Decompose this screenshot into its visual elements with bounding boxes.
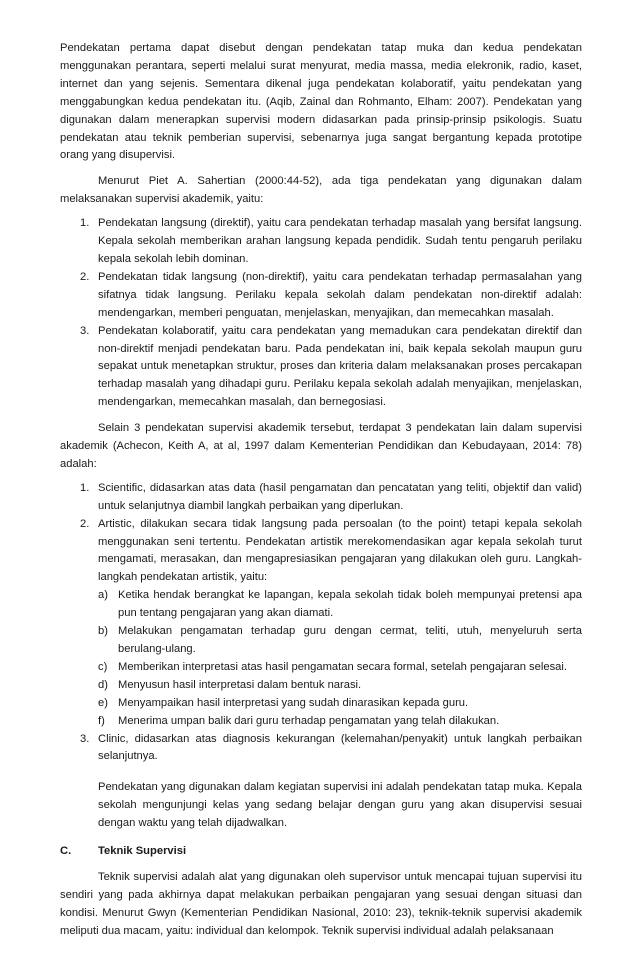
sub-list-item bbox=[98, 659, 582, 677]
intro-paragraph: Pendekatan pertama dapat disebut dengan pendekatan tatap muka dan kedua pendekatan menggunakan perantara, seperti melalui surat menyurat, media massa, media elekronik, radio, kaset, internet dan yang sejenis. Sementara dikenal juga pendekatan kolaboratif, yaitu pendekatan yang menggabungkan kedua pendekatan itu. (Aqib, Zainal dan Rohmanto, Elham: 2007). Pendekatan yang digunakan dalam menerapkan supervisi modern didasarkan pada prinsip-prinsip psikologis. Suatu pendekatan atau teknik pemberian supervisi, sebenarnya juga sangat bergantung kepada prototipe orang yang disupervisi. bbox=[60, 42, 582, 162]
other-approaches-list bbox=[60, 480, 582, 767]
artistic-steps-list bbox=[98, 587, 582, 730]
sub-list-item bbox=[98, 713, 582, 731]
section-letter: C. bbox=[60, 845, 72, 858]
sub-list-item bbox=[98, 623, 582, 659]
list-marker: 3. bbox=[80, 732, 90, 745]
list-item-text: Pendekatan langsung (direktif), yaitu cara pendekatan terhadap masalah yang bersifat langsung. Kepala sekolah memberikan arahan langsung kepada pendidik. Sudah tentu pengaruh perilaku kepala sekolah lebih dominan. bbox=[98, 217, 582, 265]
sub-list-marker: b) bbox=[98, 625, 108, 638]
sahertian-paragraph: Menurut Piet A. Sahertian (2000:44-52), ada tiga pendekatan yang digunakan dalam melaksanakan supervisi akademik, yaitu: bbox=[60, 175, 582, 206]
list-item bbox=[60, 731, 582, 767]
sub-list-item bbox=[98, 695, 582, 713]
sub-list-marker: d) bbox=[98, 678, 108, 691]
sub-list-marker: c) bbox=[98, 660, 108, 673]
list-marker: 2. bbox=[80, 270, 90, 283]
section-title: Teknik Supervisi bbox=[98, 845, 187, 858]
sub-list-item-text: Melakukan pengamatan terhadap guru dengan cermat, teliti, utuh, menyeluruh serta berulang-ulang. bbox=[118, 625, 582, 655]
approaches-list bbox=[60, 215, 582, 412]
list-marker: 2. bbox=[80, 517, 90, 530]
sub-list-marker: f) bbox=[98, 714, 105, 727]
sub-list-item bbox=[98, 677, 582, 695]
sub-list-item-text: Menyampaikan hasil interpretasi yang sudah dinarasikan kepada guru. bbox=[118, 696, 469, 709]
list-item-text: Pendekatan tidak langsung (non-direktif), yaitu cara pendekatan terhadap permasalahan yang sifatnya tidak langsung. Perilaku kepala sekolah dalam pendekatan non-direktif adalah: mendengarkan, memberi penguatan, menjelaskan, menyajikan, dan memecahkan masalah. bbox=[98, 270, 582, 319]
list-item-text: Clinic, didasarkan atas diagnosis kekurangan (kelemahan/penyakit) untuk langkah perbaikan selanjutnya. bbox=[98, 732, 582, 763]
sub-list-item-text: Ketika hendak berangkat ke lapangan, kepala sekolah tidak boleh mempunyai pretensi apa pun tentang pengajaran yang akan diamati. bbox=[118, 589, 582, 620]
sub-list-item bbox=[98, 587, 582, 623]
list-marker: 1. bbox=[80, 217, 90, 230]
sub-list-marker: a) bbox=[98, 589, 108, 602]
list-item-text: Pendekatan kolaboratif, yaitu cara pendekatan yang memadukan cara pendekatan direktif dan non-direktif menjadi pendekatan baru. Pada pendekatan ini, baik kepala sekolah maupun guru sepakat untuk menetapkan struktur, proses dan kriteria dalam melaksanakan proses percakapan terhadap masalah yang dihadapi guru. Perilaku kepala sekolah adalah menyajikan, menjelaskan, mendengarkan, memecahkan masalah, dan bernegosiasi. bbox=[98, 324, 582, 409]
list-marker: 3. bbox=[80, 324, 90, 337]
list-item bbox=[60, 215, 582, 269]
document-page bbox=[60, 40, 582, 941]
list-item-text: Artistic, dilakukan secara tidak langsung pada persoalan (to the point) tetapi kepala sekolah menggunakan seni tertentu. Pendekatan artistik merekomendasikan agar kepala sekolah turut mengamati, merasakan, dan mengapresiasikan pengajaran yang dilakukan oleh guru. Langkah-langkah pendekatan artistik, yaitu: bbox=[98, 517, 582, 584]
list-item bbox=[60, 269, 582, 323]
sub-list-item-text: Memberikan interpretasi atas hasil pengamatan secara formal, setelah pengajaran selesai. bbox=[118, 660, 567, 673]
list-item bbox=[60, 323, 582, 413]
list-item bbox=[60, 480, 582, 516]
list-item-text: Scientific, didasarkan atas data (hasil pengamatan dan pencatatan yang teliti, objektif dan valid) untuk selanjutnya diambil langkah perbaikan yang diperlukan. bbox=[98, 481, 582, 512]
sub-list-item-text: Menyusun hasil interpretasi dalam bentuk narasi. bbox=[118, 678, 362, 691]
sub-list-item-text: Menerima umpan balik dari guru terhadap pengamatan yang telah dilakukan. bbox=[118, 714, 500, 727]
acheson-paragraph: Selain 3 pendekatan supervisi akademik tersebut, terdapat 3 pendekatan lain dalam supervisi akademik (Achecon, Keith A, at al, 1997 dalam Kementerian Pendidikan dan Kebudayaan, 2014: 78) adalah: bbox=[60, 422, 582, 470]
closing-paragraph: Pendekatan yang digunakan dalam kegiatan supervisi ini adalah pendekatan tatap muka. Kepala sekolah mengunjungi kelas yang sedang belajar dengan guru yang akan disupervisi sesuai dengan waktu yang telah dijadwalkan. bbox=[98, 781, 582, 830]
sub-list-marker: e) bbox=[98, 696, 108, 709]
section-heading bbox=[60, 843, 582, 861]
technique-paragraph: Teknik supervisi adalah alat yang digunakan oleh supervisor untuk mencapai tujuan supervisi itu sendiri yang pada akhirnya dapat melakukan perbaikan pengajaran yang sesuai dengan situasi dan kondisi. Menurut Gwyn (Kementerian Pendidikan Nasional, 2010: 23), teknik-teknik supervisi akademik meliputi dua macam, yaitu: individual dan kelompok. Teknik supervisi individual adalah pelaksanaan bbox=[60, 870, 582, 937]
list-item bbox=[60, 516, 582, 731]
list-marker: 1. bbox=[80, 481, 90, 494]
